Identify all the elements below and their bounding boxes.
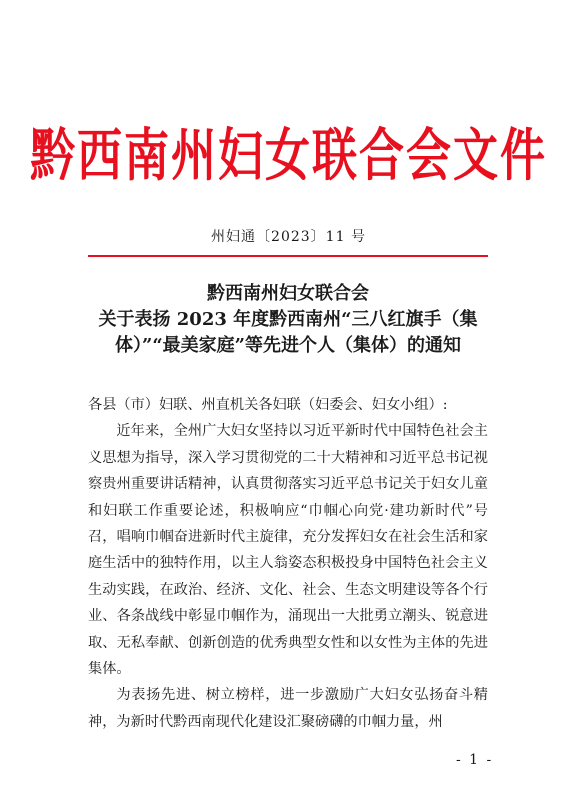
page-number: - 1 - [456,752,494,768]
red-separator-line [88,255,488,257]
title-line-2: 关于表扬 2023 年度黔西南州“三八红旗手（集 [98,309,478,330]
notice-title [78,281,498,359]
notice-body [88,392,488,735]
title-line-3: 体）”“最美家庭”等先进个人（集体）的通知 [114,335,462,356]
body-paragraph-1: 近年来，全州广大妇女坚持以习近平新时代中国特色社会主义思想为指导，深入学习贯彻党的二十大精神和习近平总书记视察贵州重要讲话精神，认真贯彻落实习近平总书记关于妇女儿童和妇联工作重要论述，积极响应“巾帼心向党·建功新时代”号召，唱响巾帼奋进新时代主旋律，充分发挥妇女在社会生活和家庭生活中的独特作用，以主人翁姿态积极投身中国特色社会主义生动实践，在政治、经济、文化、社会、生态文明建设等各个行业、各条战线中彰显巾帼作为，涌现出一大批勇立潮头、锐意进取、无私奉献、创新创造的优秀典型女性和以女性为主体的先进集体。 [88,423,488,678]
salutation: 各县（市）妇联、州直机关各妇联（妇委会、妇女小组）: [88,397,448,413]
org-header-title: 黔西南州妇女联合会文件 [29,121,547,188]
title-line-1: 黔西南州妇女联合会 [207,283,369,304]
document-number: 州妇通〔2023〕11 号 [211,229,366,245]
body-paragraph-2: 为表扬先进、树立榜样，进一步激励广大妇女弘扬奋斗精神，为新时代黔西南现代化建设汇聚磅礴的巾帼力量，州 [88,687,488,730]
